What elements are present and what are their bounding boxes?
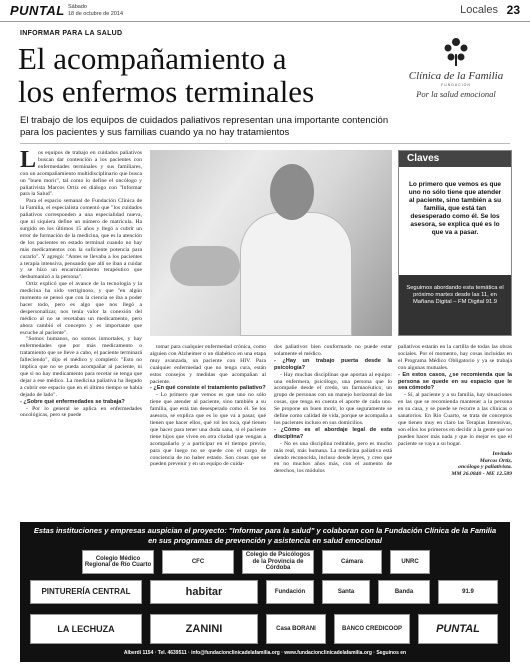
paragraph: os equipos de trabajo en cuidados paliativos buscan dar contención a los pacientes con enfermedades terminales y sus familiares, con un acompañamiento multidisciplinario que busca un "buen morir", tal como lo define el oncólogo y paliativista Marcos Ortiz en diálogo con "Informar para la Salud". [20,150,142,198]
sponsor-name: Clínica de la Familia [408,70,504,82]
headline-line-1: El acompañamiento a [18,41,287,76]
sponsor-tile[interactable]: ZANINI [150,614,258,644]
article-kicker: INFORMAR PARA LA SALUD [20,30,123,37]
sponsor-tile[interactable]: PINTURERÍA CENTRAL [30,580,142,604]
article-column-3 [274,344,392,516]
claves-title: Claves [399,151,511,167]
interview-question: - ¿En qué consiste el tratamiento paliativo? [150,385,266,392]
paragraph: - Sí, al paciente y a su familia, hay situaciones en las que se recomienda mantener a la persona en su casa, y se puede se recurre a las clínicas o sanatorios. En Río Cuarto, se trata de conceptos que tienen muy en claro las Terapias Intensivas, son ellos los primeros en decidir a la gente que no pueden hacer más nada y que lo mejor es que el paciente se vaya a su hogar. [398,392,512,447]
paragraph: - Hay muchas disciplinas que aportan al equipo: una enfermera, psicólogo, una persona que lo acompañe desde el credo, un farmacéutico, un grupo de personas con un manejo horizontal de las cosas, que tenga en cuenta el aporte de cada uno. Se propone un buen morir, lo que seguramente se define como calidad de vida, porque se acompaña a los pacientes incluso en sus domicilios. [274,371,392,426]
interview-question: - ¿Sobre qué enfermedades se trabaja? [20,398,125,405]
sponsor-tile[interactable]: Fundación [266,580,314,604]
sponsor-tile[interactable]: Casa BORANI [266,614,326,644]
sponsor-tile[interactable]: Santa [322,580,370,604]
interview-question: - ¿Cómo es el abordaje legal de esta disciplina? [274,426,392,440]
dropcap: L [20,150,37,173]
footer-address: Alberdi 1154 · Tel. 4639511 · info@fundacionclinicadelafamilia.org · www.fundacionclinicadelafamilia.org · Seguinos en [123,650,407,656]
paragraph: Para el espacio semanal de Fundación Clínica de la Familia, el especialista comentó que "los cuidados paliativos corresponden a una especialidad nueva, que ni siquiera define un número de matrícula. Ha surgido en los últimos 15 años y llegó a cubrir un error de formación de la medicina, que es la atención de los pacientes en estado terminal cuando no hay más medicamentos con la suficiente potencia para curarlo". Y agregó: "Antes se llevaba a los pacientes a terapia intensiva, pensando que allí se iban a cuidar y se hizo un encarnizamiento terapéutico que deshumanizó a la persona". [20,198,142,281]
sponsor-tile[interactable]: Cámara [322,550,382,574]
footer-banner: Estas instituciones y empresas auspician el proyecto: "Informar para la salud" y colaboran con la Fundación Clínica de la Familia en sus programas de prevención y asistencia en salud emocional [33,526,497,545]
claves-promo: Seguimos abordando esta temática el próximo martes desde las 11, en Mañana Digital – FM Digital 91.9 [399,275,511,335]
sponsor-tile[interactable]: CFC [162,550,234,574]
sponsor-tile[interactable]: LA LECHUZA [30,614,142,644]
dateline [68,4,123,17]
photo-head [270,164,314,220]
byline-license: MM 26.0840 - ME 12.589 [451,471,512,478]
byline-role: oncólogo y paliativista. [458,464,512,471]
day: Sábado [68,4,87,10]
article-column-2 [150,344,266,516]
sponsor-tile[interactable]: Banda [378,580,430,604]
page-number: 23 [506,3,520,17]
paragraph: dos paliativos bien conformado no puede estar solamente el médico. [274,344,392,357]
sponsor-tile[interactable]: 91.9 [438,580,498,604]
sponsor-tile[interactable]: UNRC [390,550,430,574]
paragraph: - Por lo general se aplica en enfermedades oncológicas, pero se puede [20,405,142,419]
sponsor-tile[interactable]: PUNTAL [418,614,498,644]
headline-line-2: los enfermos terminales [18,74,315,109]
date: 18 de octubre de 2014 [68,10,124,17]
claves-quote: Lo primero que vemos es que uno no sólo tiene que atender al paciente, sino también a su familia, que está tan desesperado como él. Se los asesora, se explica qué es lo que va a pasar. [408,181,502,236]
paragraph: paliativos estarán en la cartilla de todas las obras sociales. Por el momento, hay cosas incluidas en el Programa Médico Obligatorio y ya se trabaja con algunas mutuales. [398,344,512,371]
article-subhead: El trabajo de los equipos de cuidados paliativos representan una importante contención para los pacientes y sus familias cuando ya no hay tratamientos [20,115,389,138]
paragraph: - No es una disciplina reditable, pero es mucho más real, más humana. La medicina paliativa está siendo reconocida, incluso desde leyes, y creo que en no muchos años más, con el aumento de derechos, los módulos [274,440,392,475]
newspaper-logo[interactable]: PUNTAL [10,3,65,18]
paragraph: "Somos humanos, no somos inmortales, y hay enfermedades que por más medicamento o tratamiento que se lleve a cabo, el paciente terminará falleciendo", dijo el médico y completó: "Esto no implica que no se pueda acompañar al paciente, ni que si no hay medicamento para recetar se tenga que dejar a ese médico. La medicina paliativa ha llegado a cubrir ese espacio que en el último tiempo se había dejado de lado". [20,336,142,398]
sponsor-tile[interactable]: Colegio Médico Regional de Río Cuarto [82,550,154,574]
divider [20,143,510,144]
photo-hand [170,246,240,286]
sponsor-tile[interactable]: habitar [150,580,258,604]
sponsor-tile[interactable]: BANCO CREDICOOP [334,614,410,644]
sponsor-tagline: Por la salud emocional [416,89,496,99]
sponsor-tile[interactable]: Colegio de Psicólogos de la Provincia de Córdoba [242,550,314,574]
article-headline [18,42,388,108]
article-photo [150,150,392,336]
byline-name: Marcos Ortiz, [479,457,512,464]
paragraph: tomar para cualquier enfermedad crónica, como alguien con Alzheimer o un diabético en una etapa muy avanzada, un paciente con HIV. Para cualquier enfermedad que no tenga cura, están estos consejos y medidas que acompañan al paciente. [150,344,266,385]
interview-question: - En estos casos, ¿se recomienda que la persona se quede en su espacio que le sea cómodo? [398,371,512,392]
masthead [0,0,530,22]
article-column-4 [398,344,512,516]
byline-label: Invitado [492,450,512,457]
photo-body [240,212,352,336]
sponsor-sub: FUNDACIÓN [441,83,471,87]
paragraph: - Lo primero que vemos es que uno no sólo tiene que atender al paciente, sino también a su familia, que está tan desesperado como él. Se los asesora, se explica que es lo que va a pasar, qué tienen que hacer ellos, qué rol les toca, qué tienen que hacer para tener una duda sana, si el paciente tiene hijos que viven en otra ciudad que vengan a acompañarlo y a participar en el tiempo previo, para que luego no se quede con el cargo de conciencia de no haber estado. Son cosas que se pueden prevenir y en un equipo de cuida- [150,392,266,468]
flower-icon [441,36,471,66]
article-column-1 [20,150,142,516]
sponsor-logo[interactable] [396,36,516,126]
interview-question: - ¿Hay un trabajo puerta desde la psicología? [274,357,392,371]
sponsors-footer [20,522,510,662]
claves-box [398,150,512,336]
section-name: Locales [460,4,498,16]
paragraph: Ortiz explicó que el avance de la tecnología y la medicina ha sido vertiginoso, y que "en algún momento se pensó que con la ciencia se iba a poder hacer todo, pero es algo que nos llegó a despersonalizar, nos tenía valor la conexión del médico al no se recetaban un medicamento, pero ahora cambió el concepto y es importante que escuche al paciente". [20,281,142,336]
